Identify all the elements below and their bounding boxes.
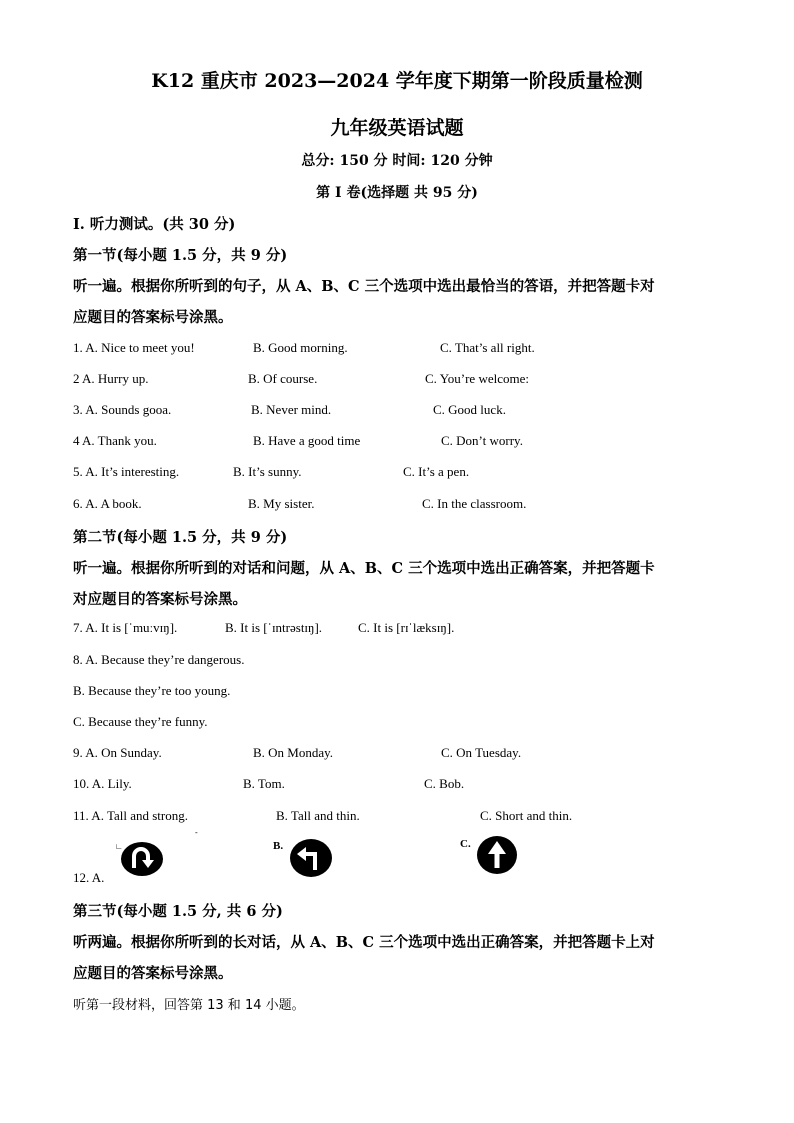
section1-instruction-2: 应题目的答案标号涂黑。 — [73, 309, 233, 326]
u-turn-sign-icon — [120, 841, 164, 877]
straight-ahead-sign-icon — [476, 835, 518, 875]
section2-instruction-2: 对应题目的答案标号涂黑。 — [73, 591, 247, 608]
q7-option-c: C. It is [rɪˈlæksɪŋ]. — [358, 620, 455, 635]
q5-option-b: B. It’s sunny. — [233, 464, 302, 479]
section2-title: 第二节(每小题 1.5 分，共 9 分) — [73, 529, 288, 546]
q12-option-b-letter: B. — [273, 840, 284, 852]
exam-subtitle: 九年级英语试题 — [330, 117, 464, 139]
q5-option-a: 5. A. It’s interesting. — [73, 464, 180, 479]
q2-option-b: B. Of course. — [248, 371, 318, 386]
q9-option-c: C. On Tuesday. — [441, 745, 522, 760]
exam-title: K12 重庆市 2023—2024 学年度下期第一阶段质量检测 — [151, 70, 643, 92]
q6-option-c: C. In the classroom. — [422, 496, 527, 511]
q12-option-a: 12. A. — [73, 870, 105, 885]
q9-option-b: B. On Monday. — [253, 745, 334, 760]
q12-mark-top: - — [195, 828, 198, 837]
q10-option-c: C. Bob. — [424, 776, 465, 791]
q3-option-a: 3. A. Sounds gooa. — [73, 402, 172, 417]
section1-instruction-1: 听一遍。根据你所听到的句子，从 A、B、C 三个选项中选出最恰当的答语，并把答题卡对 — [73, 278, 655, 295]
left-turn-sign-icon — [289, 838, 333, 878]
section3-title: 第三节(每小题 1.5 分, 共 6 分) — [73, 903, 283, 920]
q4-option-c: C. Don’t worry. — [441, 433, 523, 448]
q2-option-c: C. You’re welcome: — [425, 371, 529, 386]
section3-instruction-1: 听两遍。根据你所听到的长对话，从 A、B、C 三个选项中选出正确答案，并把答题卡上对 — [73, 934, 655, 951]
q5-option-c: C. It’s a pen. — [403, 464, 470, 479]
q12-option-c-letter: C. — [460, 838, 471, 850]
q11-option-c: C. Short and thin. — [480, 808, 573, 823]
volume-label: 第 I 卷(选择题 共 95 分) — [316, 185, 478, 201]
q10-option-b: B. Tom. — [243, 776, 285, 791]
section2-instruction-1: 听一遍。根据你所听到的对话和问题，从 A、B、C 三个选项中选出正确答案，并把答题卡 — [73, 560, 655, 577]
q10-option-a: 10. A. Lily. — [73, 776, 132, 791]
q12-mark-a: ∟ — [115, 842, 123, 851]
q1-option-c: C. That’s all right. — [440, 340, 535, 355]
q6-option-b: B. My sister. — [248, 496, 315, 511]
q3-option-c: C. Good luck. — [433, 402, 506, 417]
q4-option-b: B. Have a good time — [253, 433, 361, 448]
section1-title: 第一节(每小题 1.5 分，共 9 分) — [73, 247, 288, 264]
exam-meta: 总分: 150 分 时间: 120 分钟 — [301, 153, 493, 169]
q4-option-a: 4 A. Thank you. — [73, 433, 157, 448]
section3-note: 听第一段材料，回答第 13 和 14 小题。 — [73, 998, 305, 1013]
q8-option-b: B. Because they’re too young. — [73, 683, 231, 698]
q8-option-a: 8. A. Because they’re dangerous. — [73, 652, 245, 667]
part1-title: I. 听力测试。(共 30 分) — [73, 216, 236, 233]
q2-option-a: 2 A. Hurry up. — [73, 371, 149, 386]
q1-option-b: B. Good morning. — [253, 340, 348, 355]
q8-option-c: C. Because they’re funny. — [73, 714, 208, 729]
q11-option-a: 11. A. Tall and strong. — [73, 808, 189, 823]
q7-option-a: 7. A. It is [ˈmuːvɪŋ]. — [73, 620, 178, 635]
q1-option-a: 1. A. Nice to meet you! — [73, 340, 195, 355]
q3-option-b: B. Never mind. — [251, 402, 332, 417]
q7-option-b: B. It is [ˈɪntrəstɪŋ]. — [225, 620, 323, 635]
q11-option-b: B. Tall and thin. — [276, 808, 360, 823]
section3-instruction-2: 应题目的答案标号涂黑。 — [73, 965, 233, 982]
q6-option-a: 6. A. A book. — [73, 496, 142, 511]
q9-option-a: 9. A. On Sunday. — [73, 745, 162, 760]
